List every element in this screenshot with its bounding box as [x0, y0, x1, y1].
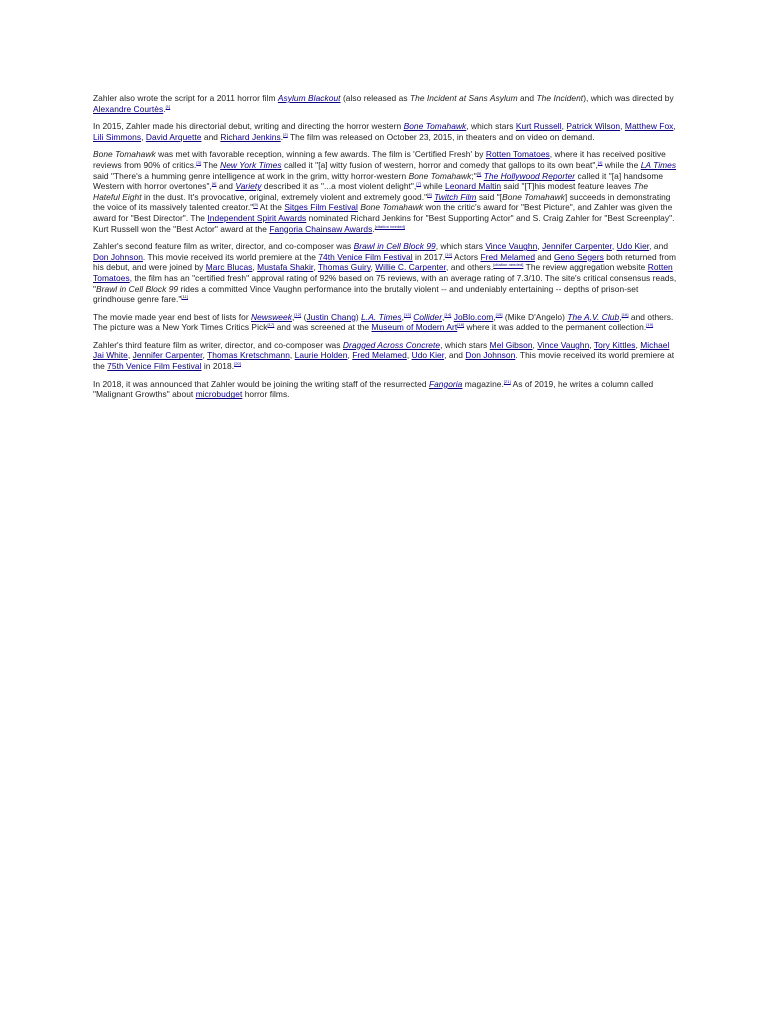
body-text: The film was released on October 23, 2015, in theaters and on video on demand.: [287, 131, 595, 142]
link-independent-spirit-awards[interactable]: Independent Spirit Awards: [207, 212, 307, 223]
body-text: where it was added to the permanent collection.: [464, 322, 647, 333]
italic-title: Bone Tomahawk: [502, 191, 565, 202]
citation-link[interactable]: [citation needed]: [374, 223, 405, 229]
link-joblo-com[interactable]: JoBlo.com: [453, 311, 494, 322]
link-vince-vaughn[interactable]: Vince Vaughn: [537, 339, 590, 350]
body-text: and: [535, 251, 554, 262]
body-text: magazine.: [462, 378, 504, 389]
link-matthew-fox[interactable]: Matthew Fox: [624, 121, 674, 132]
body-text: (Mike D'Angelo): [502, 311, 568, 322]
link-don-johnson[interactable]: Don Johnson: [465, 350, 516, 361]
link-tory-kittles[interactable]: Tory Kittles: [593, 339, 636, 350]
link-jennifer-carpenter[interactable]: Jennifer Carpenter: [542, 241, 612, 252]
link-laurie-holden[interactable]: Laurie Holden: [294, 350, 348, 361]
paragraph-directorial-debut: [93, 121, 677, 142]
link-75th-venice-film-festival[interactable]: 75th Venice Film Festival: [107, 361, 202, 372]
body-text: The: [200, 159, 221, 170]
link-jennifer-carpenter[interactable]: Jennifer Carpenter: [132, 350, 203, 361]
body-text: ,: [289, 350, 295, 361]
citation-link[interactable]: [citation needed]: [493, 262, 524, 268]
link-marc-blucas[interactable]: Marc Blucas: [205, 262, 253, 273]
italic-title: The Hateful Eight: [93, 181, 649, 202]
link-lili-simmons[interactable]: Lili Simmons: [93, 131, 142, 142]
body-text: , and: [649, 241, 669, 252]
body-text: Actors: [452, 251, 481, 262]
body-text: , and others.: [445, 262, 494, 273]
body-text: Zahler's third feature film as writer, director, and co-composer was: [93, 339, 343, 350]
link-thomas-guiry[interactable]: Thomas Guiry: [317, 262, 371, 273]
body-text: rides a committed Vince Vaughn performance into the brutally violent -- and undeniably entertaining -- depths of prison-set grindhouse genre fare.": [93, 283, 639, 305]
body-text: ,: [537, 241, 543, 252]
link-mustafa-shakir[interactable]: Mustafa Shakir: [257, 262, 314, 273]
body-text: The review aggregation website: [523, 262, 648, 273]
body-text: ,: [620, 121, 625, 132]
body-text: Zahler also wrote the script for a 2011 horror film: [93, 93, 278, 103]
body-text: said "[T]his modest feature leaves: [501, 181, 634, 192]
link-brawl-in-cell-block-99[interactable]: Brawl in Cell Block 99: [353, 241, 436, 252]
body-text: ,: [313, 262, 318, 273]
citation-link[interactable]: [3]: [196, 160, 201, 166]
link-microbudget[interactable]: microbudget: [195, 389, 243, 400]
citation-link[interactable]: [15]: [495, 311, 503, 317]
link-la-times[interactable]: LA Times: [640, 159, 677, 170]
body-text: while: [420, 181, 446, 192]
citation-link[interactable]: [12]: [294, 311, 302, 317]
body-text: , which stars: [466, 121, 516, 132]
body-text: , which stars: [440, 339, 490, 350]
link-new-york-times[interactable]: New York Times: [220, 159, 282, 170]
link-patrick-wilson[interactable]: Patrick Wilson: [566, 121, 621, 132]
body-text: was met with favorable reception, winning a few awards. The film is 'Certified Fresh' by: [155, 149, 486, 160]
body-text: The movie made year end best of lists for: [93, 311, 252, 322]
citation-link[interactable]: [14]: [444, 311, 452, 317]
body-text: ,: [611, 241, 617, 252]
italic-title: The Incident at Sans Asylum: [409, 93, 518, 103]
paragraph-fangoria: [93, 379, 677, 400]
body-text: and: [517, 93, 537, 103]
citation-link[interactable]: [7]: [416, 181, 421, 187]
link-leonard-maltin[interactable]: Leonard Maltin: [445, 181, 502, 192]
body-text: .: [280, 131, 284, 142]
body-text: , which stars: [435, 241, 486, 252]
body-text: ,: [127, 350, 133, 361]
body-text: ;": [471, 170, 477, 181]
paragraph-brawl-in-cell-block-99: [93, 241, 677, 305]
link-fred-melamed[interactable]: Fred Melamed: [352, 350, 407, 361]
citation-link[interactable]: [2]: [283, 131, 288, 137]
body-text: Zahler's second feature film as writer, director, and co-composer was: [93, 241, 354, 252]
citation-link[interactable]: [8]: [427, 191, 432, 197]
body-text: ,: [202, 350, 208, 361]
paragraph-dragged-across-concrete: [93, 340, 677, 372]
body-text: in 2017.: [412, 251, 446, 262]
link-the-hollywood-reporter[interactable]: The Hollywood Reporter: [483, 170, 576, 181]
body-text: As of 2019, he writes a column called "Malignant Growths" about: [93, 378, 654, 400]
link-david-arquette[interactable]: David Arquette: [145, 131, 202, 142]
link-rotten-tomatoes[interactable]: Rotten Tomatoes: [485, 149, 550, 160]
link-the-a-v-club[interactable]: The A.V. Club: [567, 311, 620, 322]
link-udo-kier[interactable]: Udo Kier: [411, 350, 445, 361]
link-museum-of-modern-art[interactable]: Museum of Modern Art: [371, 322, 458, 333]
body-text: ,: [252, 262, 258, 273]
body-text: ), which was directed by: [583, 93, 674, 103]
article-body: [93, 93, 677, 407]
link-collider[interactable]: Collider: [413, 311, 443, 322]
body-text: ,: [561, 121, 567, 132]
link-dragged-across-concrete[interactable]: Dragged Across Concrete: [342, 339, 441, 350]
body-text: .: [372, 223, 375, 234]
link-geno-segers[interactable]: Geno Segers: [553, 251, 604, 262]
body-text: ,: [442, 311, 445, 322]
body-text: ,: [589, 339, 594, 350]
body-text: said "[: [476, 191, 503, 202]
link-vince-vaughn[interactable]: Vince Vaughn: [485, 241, 538, 252]
italic-title: Bone Tomahawk: [360, 202, 424, 213]
body-text: ,: [406, 350, 412, 361]
body-text: . This movie received its world premiere at the: [93, 350, 675, 372]
italic-title: Bone Tomahawk: [408, 170, 472, 181]
link-twitch-film[interactable]: Twitch Film: [434, 191, 477, 202]
body-text: In 2018, it was announced that Zahler would be joining the writing staff of the resurrected: [93, 378, 429, 389]
body-text: and: [216, 181, 236, 192]
body-text: ): [355, 311, 362, 322]
body-text: called it "[a] handsome Western with horror overtones",: [93, 170, 664, 192]
link-alexandre-court-s[interactable]: Alexandre Courtès: [93, 103, 164, 114]
paragraph-bone-tomahawk-reception: [93, 149, 677, 234]
body-text: ,: [619, 311, 622, 322]
body-text: said "There's a humming genre intelligence at work in the grim, witty horror-western: [93, 170, 409, 181]
citation-link[interactable]: [21]: [503, 378, 511, 384]
body-text: both returned from his debut, and were joined by: [93, 251, 677, 273]
link-rotten-tomatoes[interactable]: Rotten Tomatoes: [93, 262, 673, 283]
body-text: described it as "...a most violent delight",: [261, 181, 417, 192]
italic-title: Bone Tomahawk: [93, 149, 156, 160]
body-text: . This movie received its world premiere at the: [142, 251, 319, 262]
link-michael-jai-white[interactable]: Michael Jai White: [93, 339, 670, 361]
body-text: , and: [444, 350, 466, 361]
citation-link[interactable]: [1]: [165, 103, 171, 109]
link-l-a-times[interactable]: L.A. Times: [361, 311, 402, 322]
citation-link[interactable]: [10]: [445, 251, 453, 257]
body-text: ,: [635, 339, 641, 350]
paragraph-year-end-lists: [93, 312, 677, 333]
link-sitges-film-festival[interactable]: Sitges Film Festival: [284, 202, 358, 213]
link-asylum-blackout[interactable]: Asylum Blackout: [277, 93, 341, 103]
link-fangoria[interactable]: Fangoria: [428, 378, 463, 389]
body-text: In 2015, Zahler made his directorial debut, writing and directing the horror western: [93, 121, 404, 132]
body-text: .: [163, 103, 166, 114]
body-text: ,: [532, 339, 538, 350]
body-text: and others. The picture was a New York Times Critics Pick: [93, 311, 674, 333]
link-fangoria-chainsaw-awards[interactable]: Fangoria Chainsaw Awards: [269, 223, 373, 234]
link-newsweek[interactable]: Newsweek: [251, 311, 292, 322]
body-text: ,: [673, 121, 676, 132]
body-text: called it "[a] witty fusion of western, horror and comedy that gallops to its own beat",: [281, 159, 598, 170]
body-text: At the: [257, 202, 285, 213]
body-text: ,: [291, 311, 295, 322]
paragraph-asylum-blackout: [93, 93, 677, 114]
body-text: ] succeeds in demonstrating the voice of its massively talented creator.": [93, 191, 671, 213]
body-text: and: [201, 131, 221, 142]
link-udo-kier[interactable]: Udo Kier: [616, 241, 650, 252]
link-willie-c-carpenter[interactable]: Willie C. Carpenter: [375, 262, 446, 273]
body-text: ,: [347, 350, 353, 361]
italic-title: The Incident: [536, 93, 584, 103]
body-text: (also released as: [340, 93, 410, 103]
citation-link[interactable]: [11]: [181, 294, 188, 300]
italic-title: Brawl in Cell Block 99: [96, 283, 179, 294]
link-thomas-kretschmann[interactable]: Thomas Kretschmann: [207, 350, 290, 361]
body-text: (: [301, 311, 307, 322]
body-text: won the critic's award for "Best Picture", and Zahler was given the award for "Best Director". The: [93, 202, 673, 223]
body-text: while the: [602, 159, 641, 170]
link-74th-venice-film-festival[interactable]: 74th Venice Film Festival: [318, 251, 413, 262]
body-text: ,: [401, 311, 404, 322]
body-text: ,: [493, 311, 496, 322]
citation-link[interactable]: [5]: [476, 170, 482, 176]
body-text: , the film has an "certified fresh" approval rating of 92% based on 75 reviews, with an average rating of 7.3/10. The site's critical consensus reads, ": [93, 272, 677, 294]
citation-link[interactable]: [13]: [403, 311, 411, 317]
body-text: , where it has received positive reviews from 90% of critics.: [93, 149, 666, 170]
body-text: ,: [370, 262, 376, 273]
body-text: nominated Richard Jenkins for "Best Supporting Actor" and S. Craig Zahler for "Best Screenplay". Kurt Russell won the "Best Actor" award at the: [93, 212, 675, 234]
link-fred-melamed[interactable]: Fred Melamed: [480, 251, 536, 262]
citation-link[interactable]: [18]: [457, 322, 465, 328]
citation-link[interactable]: [4]: [597, 160, 603, 166]
link-don-johnson[interactable]: Don Johnson: [93, 251, 143, 262]
citation-link[interactable]: [16]: [621, 311, 629, 317]
body-text: and was screened at the: [274, 322, 372, 333]
link-bone-tomahawk[interactable]: Bone Tomahawk: [403, 121, 467, 132]
link-richard-jenkins[interactable]: Richard Jenkins: [220, 131, 281, 142]
citation-link[interactable]: [17]: [267, 322, 275, 328]
citation-link[interactable]: [6]: [211, 181, 217, 187]
link-kurt-russell[interactable]: Kurt Russell: [515, 121, 562, 132]
link-justin-chang[interactable]: Justin Chang: [306, 311, 356, 322]
body-text: horror films.: [242, 389, 290, 400]
citation-link[interactable]: [9]: [253, 202, 258, 208]
body-text: in the dust. It's provocative, original, extremely violent and extremely good.": [141, 191, 428, 202]
link-mel-gibson[interactable]: Mel Gibson: [489, 339, 533, 350]
citation-link[interactable]: [20]: [234, 361, 241, 367]
link-variety[interactable]: Variety: [235, 181, 262, 192]
citation-link[interactable]: [19]: [646, 322, 654, 328]
body-text: ,: [141, 131, 146, 142]
body-text: in 2018.: [201, 361, 235, 372]
